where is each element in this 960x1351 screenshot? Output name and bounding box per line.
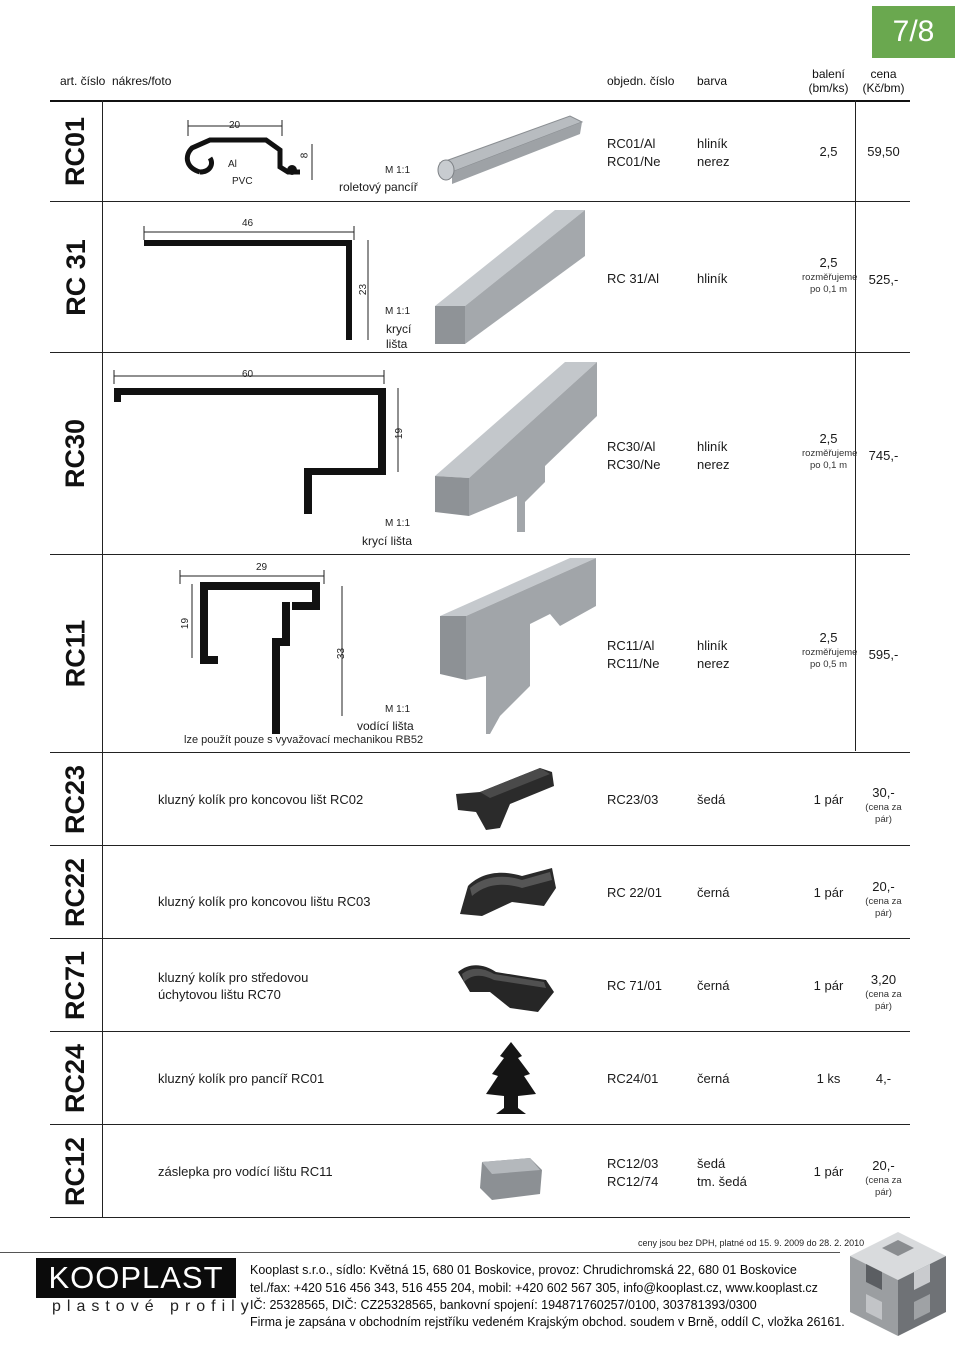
rc11-order: RC11/Al RC11/Ne — [607, 638, 660, 671]
rc24-packaging: 1 ks — [816, 1071, 841, 1086]
rc01-dim-width: 20 — [229, 120, 241, 131]
rc30-order: RC30/Al RC30/Ne — [607, 439, 661, 472]
table-divider — [102, 100, 103, 1217]
price-validity-note: ceny jsou bez DPH, platné od 15. 9. 2009 do 28. 2. 2010 — [638, 1238, 865, 1248]
rc11-dim-right: 33 — [336, 647, 348, 660]
rc31-price: 525,- — [868, 272, 899, 287]
rc30-packaging-note: po 0,1 m — [810, 460, 847, 471]
rc22-price-value: 20,- — [872, 879, 895, 894]
table-row-code: RC71 — [60, 950, 91, 1020]
rc11-product-photo — [430, 556, 600, 736]
rc30-color: hliník nerez — [697, 439, 730, 472]
rc30-packaging-note: rozměřujeme — [802, 448, 858, 459]
rc11-usage-note: lze použít pouze s vyvažovací mechanikou RB52 — [184, 734, 424, 746]
table-row-code: RC11 — [60, 619, 91, 688]
table-row-code: RC01 — [60, 116, 91, 186]
row-divider — [50, 1124, 910, 1125]
rc12-order: RC12/03 RC12/74 — [607, 1156, 659, 1189]
row-divider — [50, 1031, 910, 1032]
header-packaging — [802, 67, 855, 95]
rc24-product-photo — [478, 1040, 544, 1118]
header-drawing: nákres/foto — [112, 74, 172, 88]
rc71-price-value: 3,20 — [870, 972, 897, 987]
rc24-color: černá — [697, 1071, 730, 1086]
rc71-price — [857, 971, 910, 1013]
rc22-product-photo — [452, 858, 562, 926]
rc11-packaging-note: po 0,5 m — [810, 659, 847, 670]
rc01-product-photo — [430, 108, 590, 188]
rc12-price-note: (cena za pár) — [865, 1175, 902, 1198]
rc01-order: RC01/Al RC01/Ne — [607, 136, 661, 169]
rc12-description: záslepka pro vodící lištu RC11 — [158, 1164, 333, 1179]
rc11-profile-drawing — [172, 566, 352, 736]
rc01-scale: M 1:1 — [385, 165, 411, 176]
rc71-packaging: 1 pár — [813, 978, 844, 993]
rc01-label-al: Al — [228, 159, 237, 170]
rc11-packaging — [802, 629, 858, 671]
rc22-order: RC 22/01 — [607, 885, 662, 900]
rc11-dim-left: 19 — [180, 617, 192, 630]
rc11-caption: vodící lišta — [357, 719, 414, 733]
rc30-scale: M 1:1 — [385, 518, 411, 529]
rc31-product-photo — [425, 206, 595, 346]
rc12-packaging: 1 pár — [813, 1164, 844, 1179]
rc22-description: kluzný kolík pro koncovou lištu RC03 — [158, 894, 371, 909]
rc01-caption: roletový pancíř — [339, 180, 418, 194]
rc24-description: kluzný kolík pro pancíř RC01 — [158, 1071, 325, 1086]
row-divider — [50, 845, 910, 846]
rc31-scale: M 1:1 — [385, 306, 411, 317]
table-row-code: RC23 — [60, 764, 91, 834]
rc23-price-note: (cena za pár) — [865, 802, 902, 825]
rc30-packaging — [802, 430, 858, 472]
table-top-rule — [50, 100, 910, 102]
rc30-price: 745,- — [868, 448, 899, 463]
company-ids: IČ: 25328565, DIČ: CZ25328565, bankovní spojení: 194871760257/0100, 303781393/0300 — [250, 1298, 757, 1312]
rc11-color: hliník nerez — [697, 638, 730, 671]
table-row-code: RC12 — [60, 1136, 91, 1206]
rc24-price: 4,- — [875, 1071, 892, 1086]
header-art-number: art. číslo — [60, 74, 106, 88]
rc31-caption: krycí lišta — [386, 322, 412, 351]
header-packaging-line2: (bm/ks) — [808, 81, 849, 95]
rc71-price-note: (cena za pár) — [865, 989, 902, 1012]
rc30-profile-drawing — [108, 368, 408, 518]
table-row-code: RC24 — [60, 1043, 91, 1113]
rc31-color: hliník — [697, 271, 728, 286]
rc01-dim-height: 8 — [299, 152, 311, 159]
rc22-price-note: (cena za pár) — [865, 896, 902, 919]
rc23-order: RC23/03 — [607, 792, 659, 807]
rc23-price-value: 30,- — [872, 785, 895, 800]
rc12-price — [857, 1157, 910, 1199]
page-number-badge: 7/8 — [872, 6, 955, 58]
company-logo: KOOPLAST — [36, 1258, 236, 1298]
rc11-price: 595,- — [868, 647, 899, 662]
header-color: barva — [697, 74, 728, 88]
rc31-packaging-value: 2,5 — [819, 255, 838, 270]
rc23-description: kluzný kolík pro koncovou lišt RC02 — [158, 792, 364, 807]
rc23-product-photo — [450, 764, 560, 836]
rc31-order: RC 31/Al — [607, 271, 660, 286]
rc31-packaging-note: po 0,1 m — [810, 284, 847, 295]
rc31-dim-height: 23 — [358, 283, 370, 296]
row-divider — [50, 352, 910, 353]
rc31-packaging — [802, 254, 858, 296]
table-row-code: RC 31 — [60, 238, 91, 316]
rc23-packaging: 1 pár — [813, 792, 844, 807]
rc11-dim-width: 29 — [256, 562, 268, 573]
rc01-color: hliník nerez — [697, 136, 730, 169]
rc30-caption: krycí lišta — [362, 534, 413, 548]
rc71-order: RC 71/01 — [607, 978, 662, 993]
rc30-dim-height: 19 — [394, 427, 406, 440]
rc11-packaging-note: rozměřujeme — [802, 647, 858, 658]
row-divider — [50, 752, 910, 753]
rc01-price: 59,50 — [867, 144, 900, 159]
row-divider — [50, 554, 910, 555]
header-order-number: objedn. číslo — [607, 74, 675, 88]
rc71-product-photo — [450, 952, 560, 1020]
rc11-packaging-value: 2,5 — [819, 630, 838, 645]
row-divider — [50, 1217, 910, 1218]
table-row-code: RC22 — [60, 857, 91, 927]
company-logo-tagline: plastové profily — [52, 1298, 255, 1315]
rc23-color: šedá — [697, 792, 726, 807]
header-packaging-line1: balení — [812, 67, 845, 81]
company-address: Kooplast s.r.o., sídlo: Květná 15, 680 01 Boskovice, provoz: Chrudichromská 22, 680 01 Boskovice — [250, 1263, 797, 1277]
header-price-line2: (Kč/bm) — [862, 81, 905, 95]
rc31-profile-drawing — [140, 222, 380, 342]
rc31-dim-width: 46 — [242, 218, 254, 229]
row-divider — [50, 201, 910, 202]
company-registry: Firma je zapsána v obchodním rejstříku vedeném Krajským obchod. soudem v Brně, oddíl C, vložka 26161. — [250, 1315, 845, 1329]
header-price-line1: cena — [870, 67, 897, 81]
rc22-color: černá — [697, 885, 730, 900]
header-price — [857, 67, 910, 95]
rc30-product-photo — [425, 356, 600, 536]
rc30-dim-width: 60 — [242, 369, 254, 380]
rc12-color: šedá tm. šedá — [697, 1156, 747, 1189]
rc31-packaging-note: rozměřujeme — [802, 272, 858, 283]
rc01-packaging: 2,5 — [819, 144, 838, 159]
rc24-order: RC24/01 — [607, 1071, 659, 1086]
rc23-price — [857, 784, 910, 826]
rc12-product-photo — [470, 1150, 550, 1210]
rc71-description: kluzný kolík pro středovou úchytovou lištu RC70 — [158, 970, 309, 1002]
row-divider — [50, 938, 910, 939]
rc12-price-value: 20,- — [872, 1158, 895, 1173]
rc22-price — [857, 878, 910, 920]
rc30-packaging-value: 2,5 — [819, 431, 838, 446]
rc71-color: černá — [697, 978, 730, 993]
rc22-packaging: 1 pár — [813, 885, 844, 900]
cube-logo-icon — [842, 1228, 954, 1340]
table-row-code: RC30 — [60, 418, 91, 489]
rc01-label-pvc: PVC — [232, 176, 253, 187]
footer-rule — [0, 1252, 840, 1253]
rc11-scale: M 1:1 — [385, 704, 411, 715]
company-contact: tel./fax: +420 516 456 343, 516 455 204, mobil: +420 602 567 305, info@kooplast.cz, www.kooplast.cz — [250, 1281, 818, 1295]
